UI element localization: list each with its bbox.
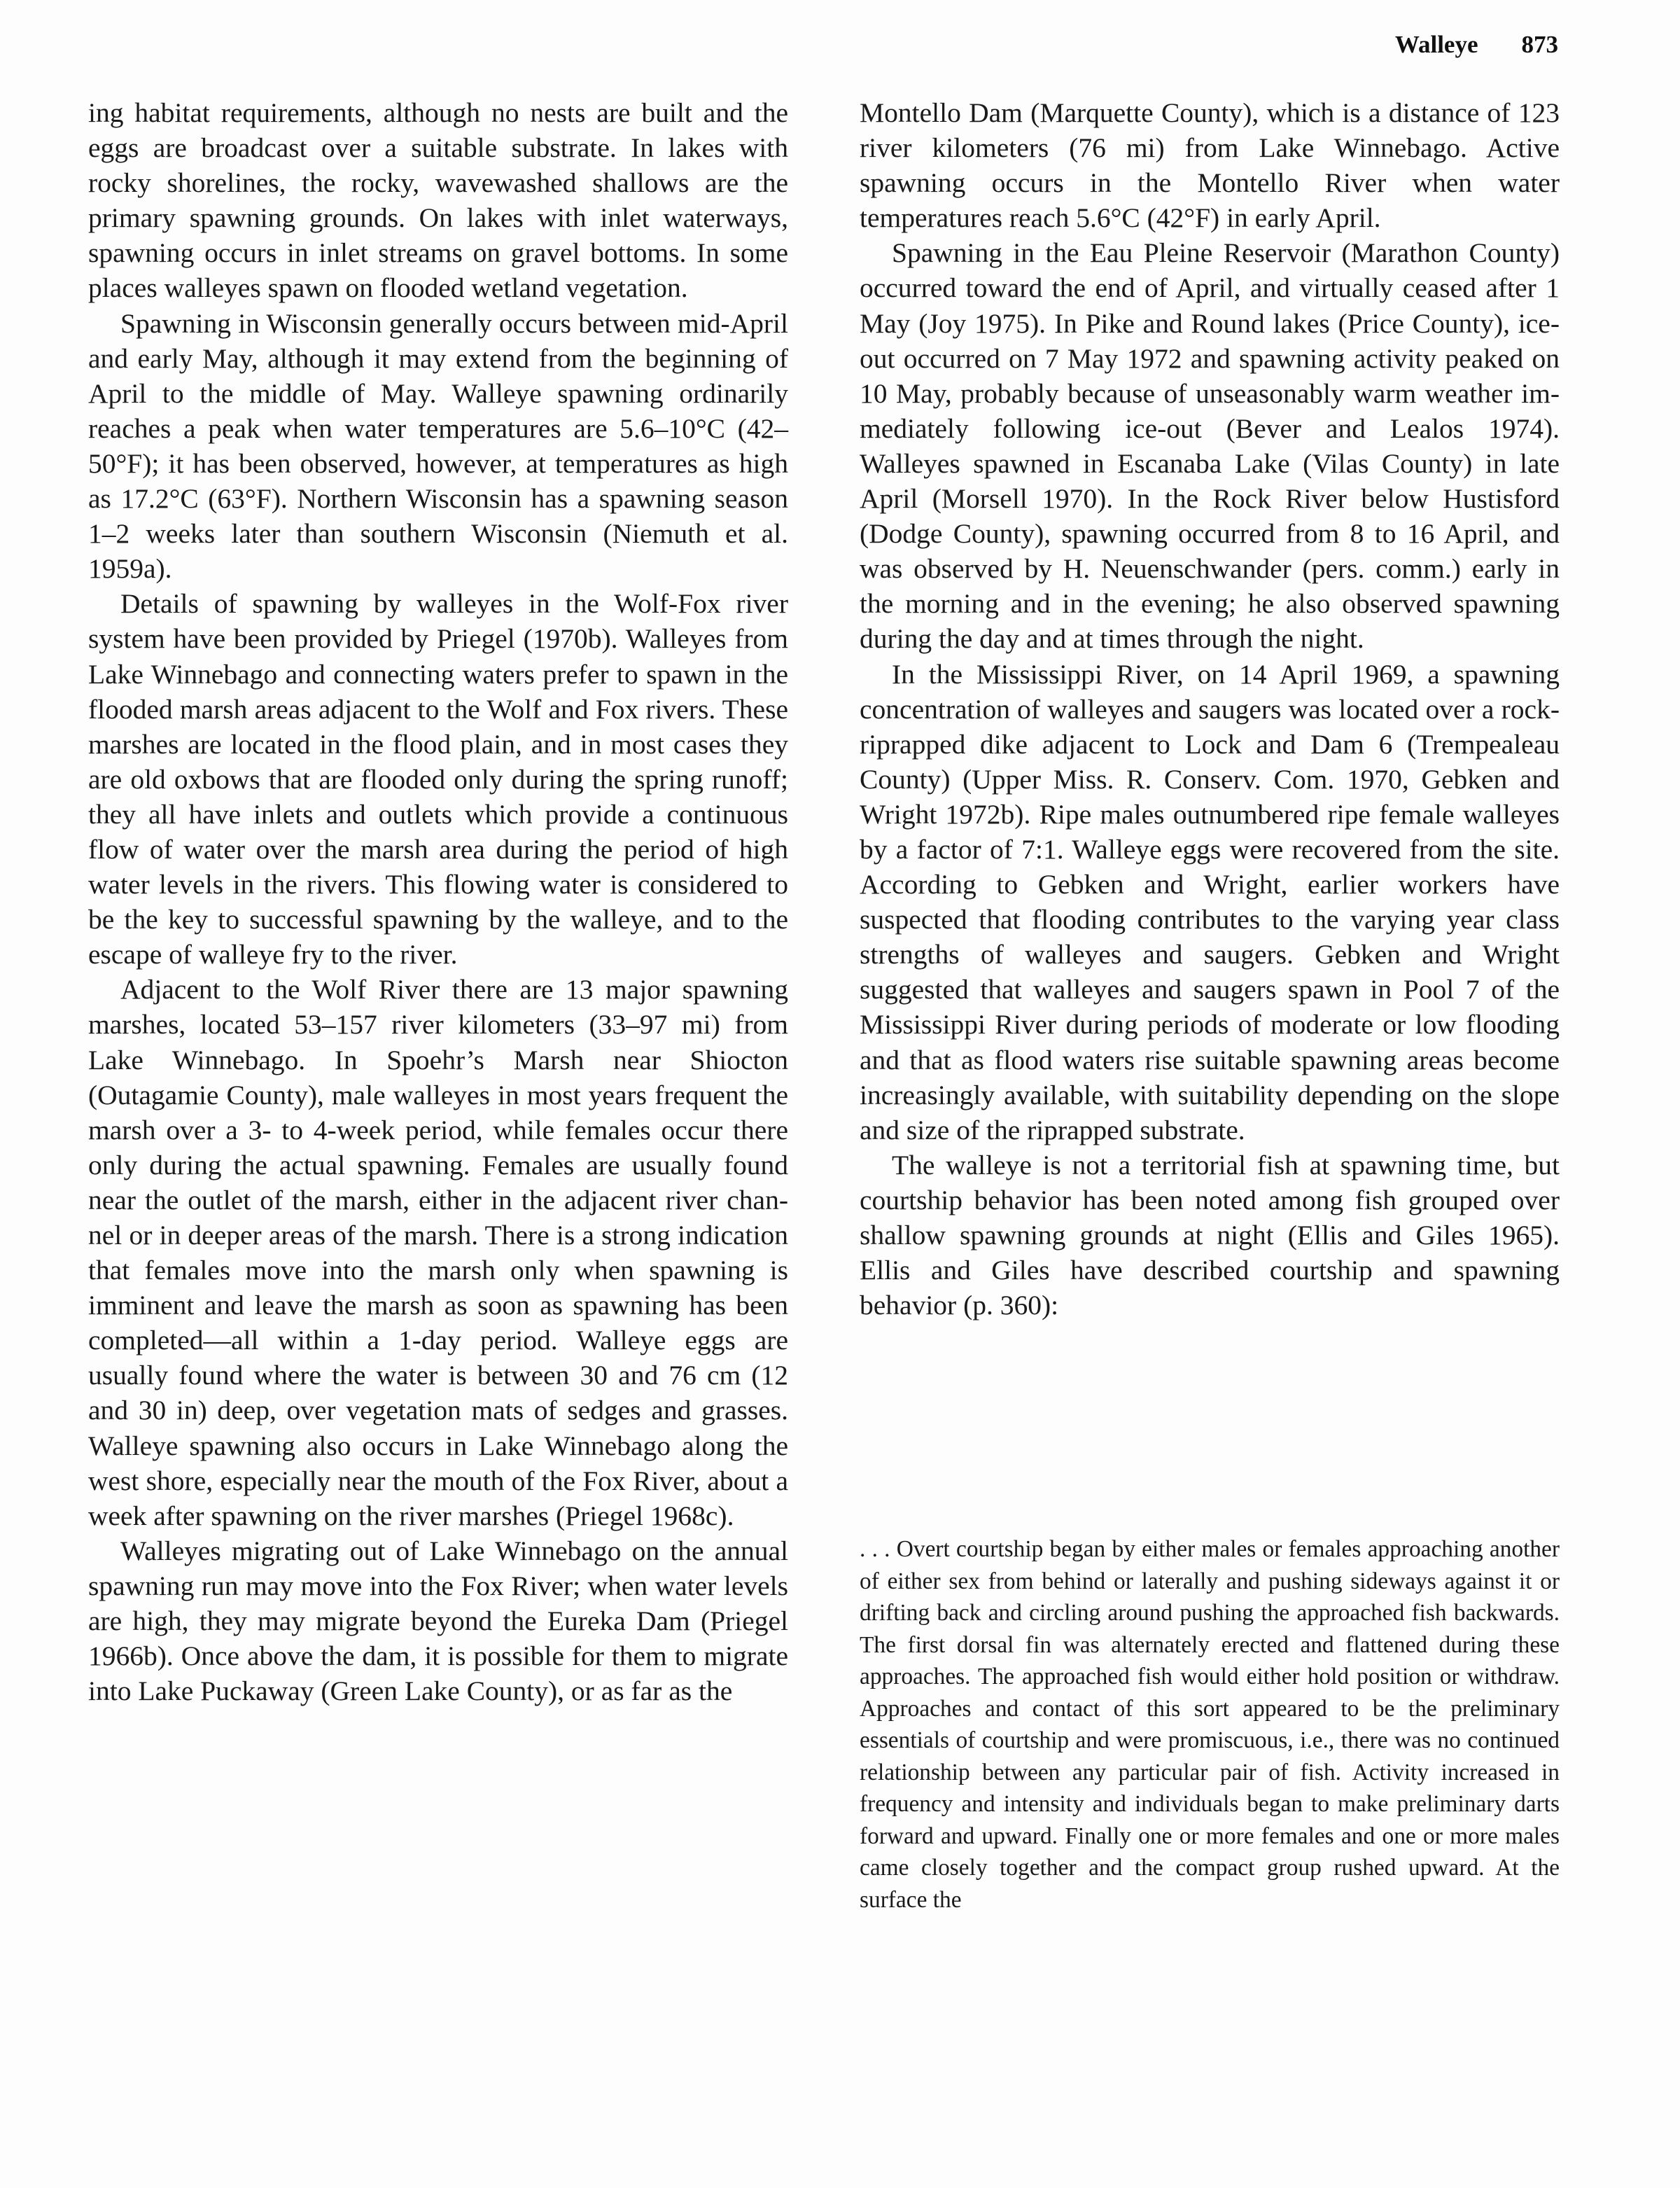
paragraph-wolf-river-marshes: Adjacent to the Wolf River there are 13 major spawning marshes, located 53–157 river kilometers (33–97 mi) from Lake Winnebago. In Spoehr’s Marsh near Shiocton (Outagamie County), male walleyes in most years frequent the marsh over a 3- to 4-week period, while females occur there only during the actual spawning. Females are usually found near the outlet of the marsh, either in the adjacent river channel or in deeper areas of the marsh. There is a strong indication that females move into the marsh only when spawning is imminent and leave the marsh as soon as spawning has been completed—all within a 1-day period. Walleye eggs are usually found where the water is between 30 and 76 cm (12 and 30 in) deep, over vegetation mats of sedges and grasses. Walleye spawning also occurs in Lake Winnebago along the west shore, especially near the mouth of the Fox River, about a week after spawning on the river marshes (Priegel 1968c).: [88, 974, 788, 1531]
paragraph-montello-dam: Montello Dam (Marquette County), which is a distance of 123 river kilometers (76 mi) from Lake Winnebago. Active spawning occurs in the Montello River when water temperatures reach 5.6°C (42°F) in early April.: [860, 97, 1560, 234]
running-header-title: Walleye: [1394, 31, 1478, 58]
paragraph-spawning-timing: Spawning in Wisconsin generally occurs between mid-April and early May, although it may extend from the beginning of April to the middle of May. Walleye spawning ordinarily reaches a peak when water temperatures are 5.6–10°C (42–50°F); it has been observed, however, at temperatures as high as 17.2°C (63°F). Northern Wisconsin has a spawning season 1–2 weeks later than southern Wisconsin (Niemuth et al. 1959a).: [88, 307, 788, 585]
paragraph-fox-river-migration: Walleyes migrating out of Lake Winnebago on the annual spawning run may move into the Fox River; when water levels are high, they may migrate beyond the Eureka Dam (Priegel 1966b). Once above the dam, it is possible for them to migrate into Lake Puckaway (Green Lake County), or as far as the: [88, 1535, 788, 1707]
right-column: [860, 95, 1560, 1323]
block-quote-courtship: [860, 1533, 1560, 1916]
paragraph-mississippi: In the Mississippi River, on 14 April 1969, a spawning concentration of walleyes and saugers was located over a rock-riprapped dike adjacent to Lock and Dam 6 (Trempealeau County) (Upper Miss. R. Conserv. Com. 1970, Gebken and Wright 1972b). Ripe males outnumbered ripe female walleyes by a factor of 7:1. Walleye eggs were recovered from the site. According to Gebken and Wright, earlier workers have suspected that flooding contributes to the varying year class strengths of walleyes and saugers. Gebken and Wright suggested that walleyes and saugers spawn in Pool 7 of the Mississippi River during periods of moderate or low flooding and that as flood waters rise suitable spawning areas become increasingly available, with suitability depending on the slope and size of the riprapped substrate.: [860, 658, 1560, 1145]
running-header: [1395, 31, 1558, 59]
paragraph-eau-pleine: Spawning in the Eau Pleine Reservoir (Marathon County) occurred toward the end of April, and virtually ceased after 1 May (Joy 1975). In Pike and Round lakes (Price County), ice-out occurred on 7 May 1972 and spawning activity peaked on 10 May, probably because of unseasonably warm weather immediately following ice-out (Bever and Lealos 1974). Walleyes spawned in Escanaba Lake (Vilas County) in late April (Morsell 1970). In the Rock River below Hustisford (Dodge County), spawning occurred from 8 to 16 April, and was observed by H. Neuenschwander (pers. comm.) early in the morning and in the evening; he also observed spawning during the day and at times through the night.: [860, 237, 1560, 655]
left-column: [88, 95, 788, 1708]
page-number: 873: [1521, 31, 1558, 58]
paragraph-courtship-intro: The walleye is not a territorial fish at spawning time, but courtship behavior has been noted among fish grouped over shallow spawning grounds at night (Ellis and Giles 1965). Ellis and Giles have described courtship and spawning behavior (p. 360):: [860, 1149, 1560, 1321]
paragraph-wolf-fox-details: Details of spawning by walleyes in the Wolf-Fox river system have been provided by Priegel (1970b). Walleyes from Lake Winnebago and connecting waters prefer to spawn in the flooded marsh areas adjacent to the Wolf and Fox rivers. These marshes are located in the flood plain, and in most cases they are old oxbows that are flooded only during the spring runoff; they all have inlets and outlets which provide a continuous flow of water over the marsh area during the period of high water levels in the rivers. This flowing water is considered to be the key to successful spawning by the walleye, and to the escape of walleye fry to the river.: [88, 588, 788, 970]
paragraph-habitat-continued: ing habitat requirements, although no nests are built and the eggs are broadcast over a suitable substrate. In lakes with rocky shorelines, the rocky, wavewashed shallows are the primary spawning grounds. On lakes with inlet waterways, spawning occurs in inlet streams on gravel bottoms. In some places walleyes spawn on flooded wetland vegetation.: [88, 97, 788, 304]
block-quote-text: . . . Overt courtship began by either males or females approaching another of either sex from behind or laterally and pushing sideways against it or drifting back and circling around pushing the approached fish backwards. The first dorsal fin was alternately erected and flattened during these approaches. The approached fish would either hold position or withdraw. Approaches and contact of this sort appeared to be the preliminary essentials of courtship and were promiscuous, i.e., there was no continued relationship between any particular pair of fish. Activity increased in frequency and intensity and individuals began to make preliminary darts forward and upward. Finally one or more females and one or more males came closely together and the compact group rushed upward. At the surface the: [860, 1536, 1560, 1913]
